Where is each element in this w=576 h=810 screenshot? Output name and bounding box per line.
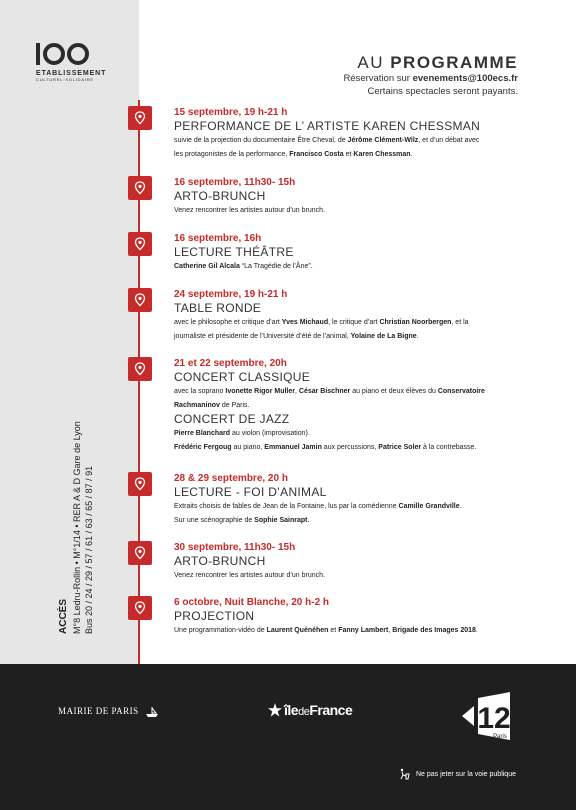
event-description-secondary: Pierre Blanchard au violon (improvisation). Frédéric Fergoug au piano, Emmanuel Jamin aux percussions, Patrice Soler à la contrebasse. [174, 430, 477, 451]
event-item [128, 541, 548, 583]
paid-note: Certains spectacles seront payants. [367, 85, 518, 97]
event-date: 16 septembre, 16h [174, 233, 262, 244]
recycling-note: Ne pas jeter sur la voie publique [398, 768, 516, 780]
event-title: ARTO-BRUNCH [174, 189, 266, 203]
event-description: Une programmation-vidéo de Laurent Quénéhen et Fanny Lambert, Brigade des Images 2018. [174, 627, 478, 634]
event-date: 30 septembre, 11h30- 15h [174, 542, 296, 553]
event-title-secondary: CONCERT DE JAZZ [174, 412, 290, 426]
program-header [343, 53, 518, 98]
event-item [128, 596, 548, 638]
location-pin-icon [128, 288, 152, 312]
mairie-12-logo [460, 688, 520, 749]
location-pin-icon [128, 472, 152, 496]
access-line-bus: Bus 20 / 24 / 29 / 57 / 61 / 63 / 65 / 87 / 91 [84, 465, 94, 634]
event-title: CONCERT CLASSIQUE [174, 370, 311, 384]
event-title: PROJECTION [174, 609, 255, 623]
logo-mark [36, 42, 116, 66]
event-date: 6 octobre, Nuit Blanche, 20 h-2 h [174, 597, 330, 608]
location-pin-icon [128, 541, 152, 565]
reservation-line: Réservation sur evenements@100ecs.fr [343, 73, 518, 84]
location-pin-icon [128, 232, 152, 256]
event-title: LECTURE - FOI D’ANIMAL [174, 485, 327, 499]
logo-line-1: ETABLISSEMENT [36, 70, 107, 77]
event-title: PERFORMANCE DE L’ ARTISTE KAREN CHESSMAN [174, 119, 481, 133]
event-date: 16 septembre, 11h30- 15h [174, 177, 296, 188]
event-item [128, 288, 548, 343]
svg-text:12: 12 [477, 702, 511, 735]
event-description: Extraits choisis de fables de Jean de la Fontaine, lus par la comédienne Camille Grandville. Sur une scénographie de Sophie Sainrapt. [174, 503, 462, 524]
event-description: Venez rencontrer les artistes autour d’un brunch. [174, 572, 325, 579]
location-pin-icon [128, 357, 152, 381]
event-item [128, 472, 548, 527]
reservation-email-link[interactable]: evenements@100ecs.fr [412, 73, 518, 84]
page-title: AU PROGRAMME [357, 53, 518, 72]
event-description: avec le philosophe et critique d’art Yves Michaud, le critique d’art Christian Noorbergen, et la journaliste et présidente de l’Université d’été de l’animal, Yolaine de La Bigne. [174, 319, 469, 340]
svg-text:Paris: Paris [493, 734, 507, 740]
event-date: 28 & 29 septembre, 20 h [174, 473, 288, 484]
location-pin-icon [128, 596, 152, 620]
sidebar [0, 0, 139, 664]
access-line-metro: M°8 Ledru-Rollin • M°1/14 • RER A & D Gare de Lyon [71, 421, 82, 634]
location-pin-icon [128, 176, 152, 200]
event-title: TABLE RONDE [174, 301, 262, 315]
footer-sponsors [0, 664, 576, 810]
event-description: suivie de la projection du documentaire Être Cheval, de Jérôme Clément-Wilz, et d’un débat avec les protagonistes de la performance, Francisco Costa et Karen Chessman. [174, 137, 480, 158]
event-description: Venez rencontrer les artistes autour d’un brunch. [174, 207, 325, 214]
event-item [128, 357, 548, 454]
logo-line-2: CULTUREL·SOLIDAIRE [36, 77, 94, 82]
event-date: 15 septembre, 19 h-21 h [174, 107, 288, 118]
event-title: LECTURE THÉÂTRE [174, 245, 294, 259]
recycle-bin-icon [398, 768, 410, 780]
ile-de-france-logo: îledeFrance [268, 702, 352, 718]
mairie-de-paris-logo: MAIRIE DE PARIS [58, 706, 159, 718]
event-date: 24 septembre, 19 h-21 h [174, 289, 288, 300]
star-icon [268, 703, 282, 717]
event-item [128, 232, 548, 274]
event-item [128, 176, 548, 218]
ship-icon [145, 706, 159, 718]
logo-100 [36, 42, 116, 82]
access-heading: ACCÈS [58, 598, 69, 634]
access-info [58, 354, 96, 634]
event-title: ARTO-BRUNCH [174, 554, 266, 568]
event-description: Catherine Gil Alcala “La Tragédie de l’Âne”. [174, 263, 313, 270]
location-pin-icon [128, 106, 152, 130]
event-description: avec la soprano Ivonette Rigor Muller, César Bischner au piano et deux élèves du Conservatoire Rachmaninov de Paris. [174, 388, 485, 409]
event-item [128, 106, 548, 161]
event-date: 21 et 22 septembre, 20h [174, 358, 287, 369]
